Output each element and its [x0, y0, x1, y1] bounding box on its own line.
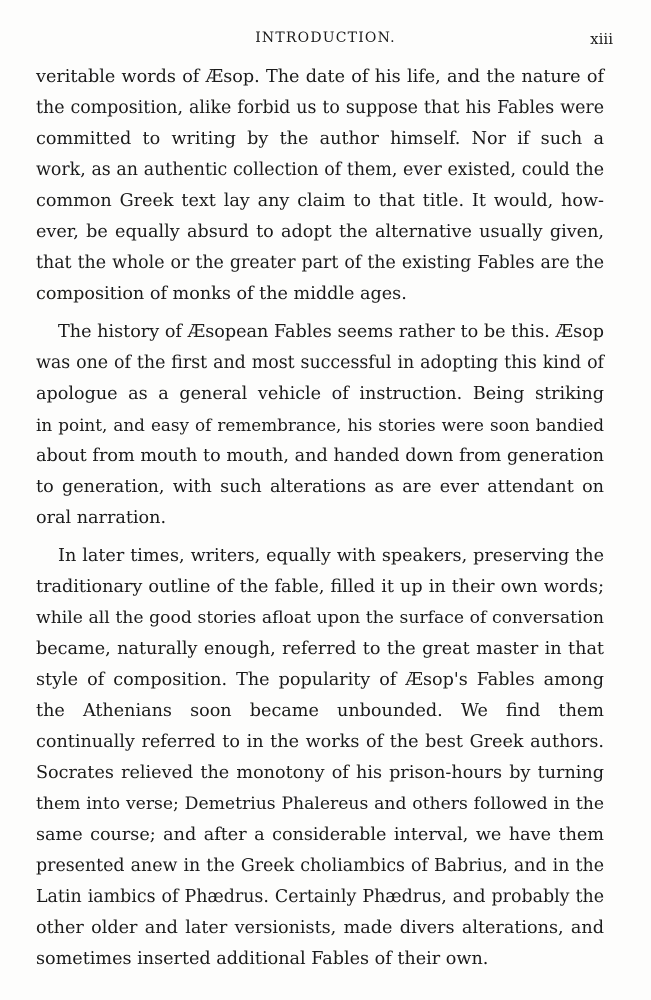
text-line: about from mouth to mouth, and handed down from generation	[36, 446, 604, 466]
text-line: common Greek text lay any claim to that title. It would, how-	[36, 191, 604, 211]
text-line: same course; and after a considerable interval, we have them	[36, 825, 604, 845]
text-line: became, naturally enough, referred to the great master in that	[36, 639, 604, 659]
text-line: in point, and easy of remembrance, his stories were soon bandied	[36, 415, 604, 435]
text-line: traditionary outline of the fable, filled it up in their own words;	[36, 577, 604, 597]
text-line: In later times, writers, equally with speakers, preserving the	[58, 546, 604, 566]
text-line: apologue as a general vehicle of instruction. Being striking	[36, 384, 604, 404]
paragraph	[36, 62, 604, 310]
paragraph-gap	[36, 310, 604, 317]
paragraph-gap	[36, 534, 604, 541]
text-line: while all the good stories afloat upon the surface of conversation	[36, 608, 604, 628]
text-line: the Athenians soon became unbounded. We find them	[36, 701, 604, 721]
text-line: sometimes inserted additional Fables of their own.	[36, 949, 489, 969]
text-line: veritable words of Æsop. The date of his life, and the nature of	[36, 67, 604, 87]
text-line: that the whole or the greater part of the existing Fables are the	[36, 253, 604, 273]
text-line: work, as an authentic collection of them, ever existed, could the	[36, 160, 604, 180]
text-line: them into verse; Demetrius Phalereus and others followed in the	[36, 794, 604, 814]
paragraph	[36, 317, 604, 534]
page-header	[36, 26, 615, 50]
running-head: INTRODUCTION.	[255, 30, 396, 46]
text-line: composition of monks of the middle ages.	[36, 284, 407, 304]
body-text	[36, 62, 604, 975]
text-line: to generation, with such alterations as are ever attendant on	[36, 477, 604, 497]
text-line: Latin iambics of Phædrus. Certainly Phædrus, and probably the	[36, 887, 604, 907]
paragraph	[36, 541, 604, 975]
page-number: xiii	[590, 30, 613, 48]
text-line: oral narration.	[36, 508, 167, 528]
text-line: the composition, alike forbid us to suppose that his Fables were	[36, 98, 604, 118]
text-line: ever, be equally absurd to adopt the alternative usually given,	[36, 222, 604, 242]
text-line: The history of Æsopean Fables seems rather to be this. Æsop	[58, 322, 604, 342]
text-line: presented anew in the Greek choliambics of Babrius, and in the	[36, 856, 604, 876]
text-line: continually referred to in the works of the best Greek authors.	[36, 732, 604, 752]
text-line: was one of the first and most successful in adopting this kind of	[36, 353, 604, 373]
text-line: style of composition. The popularity of Æsop's Fables among	[36, 670, 604, 690]
text-line: Socrates relieved the monotony of his prison-hours by turning	[36, 763, 604, 783]
text-line: other older and later versionists, made divers alterations, and	[36, 918, 604, 938]
text-line: committed to writing by the author himself. Nor if such a	[36, 129, 604, 149]
